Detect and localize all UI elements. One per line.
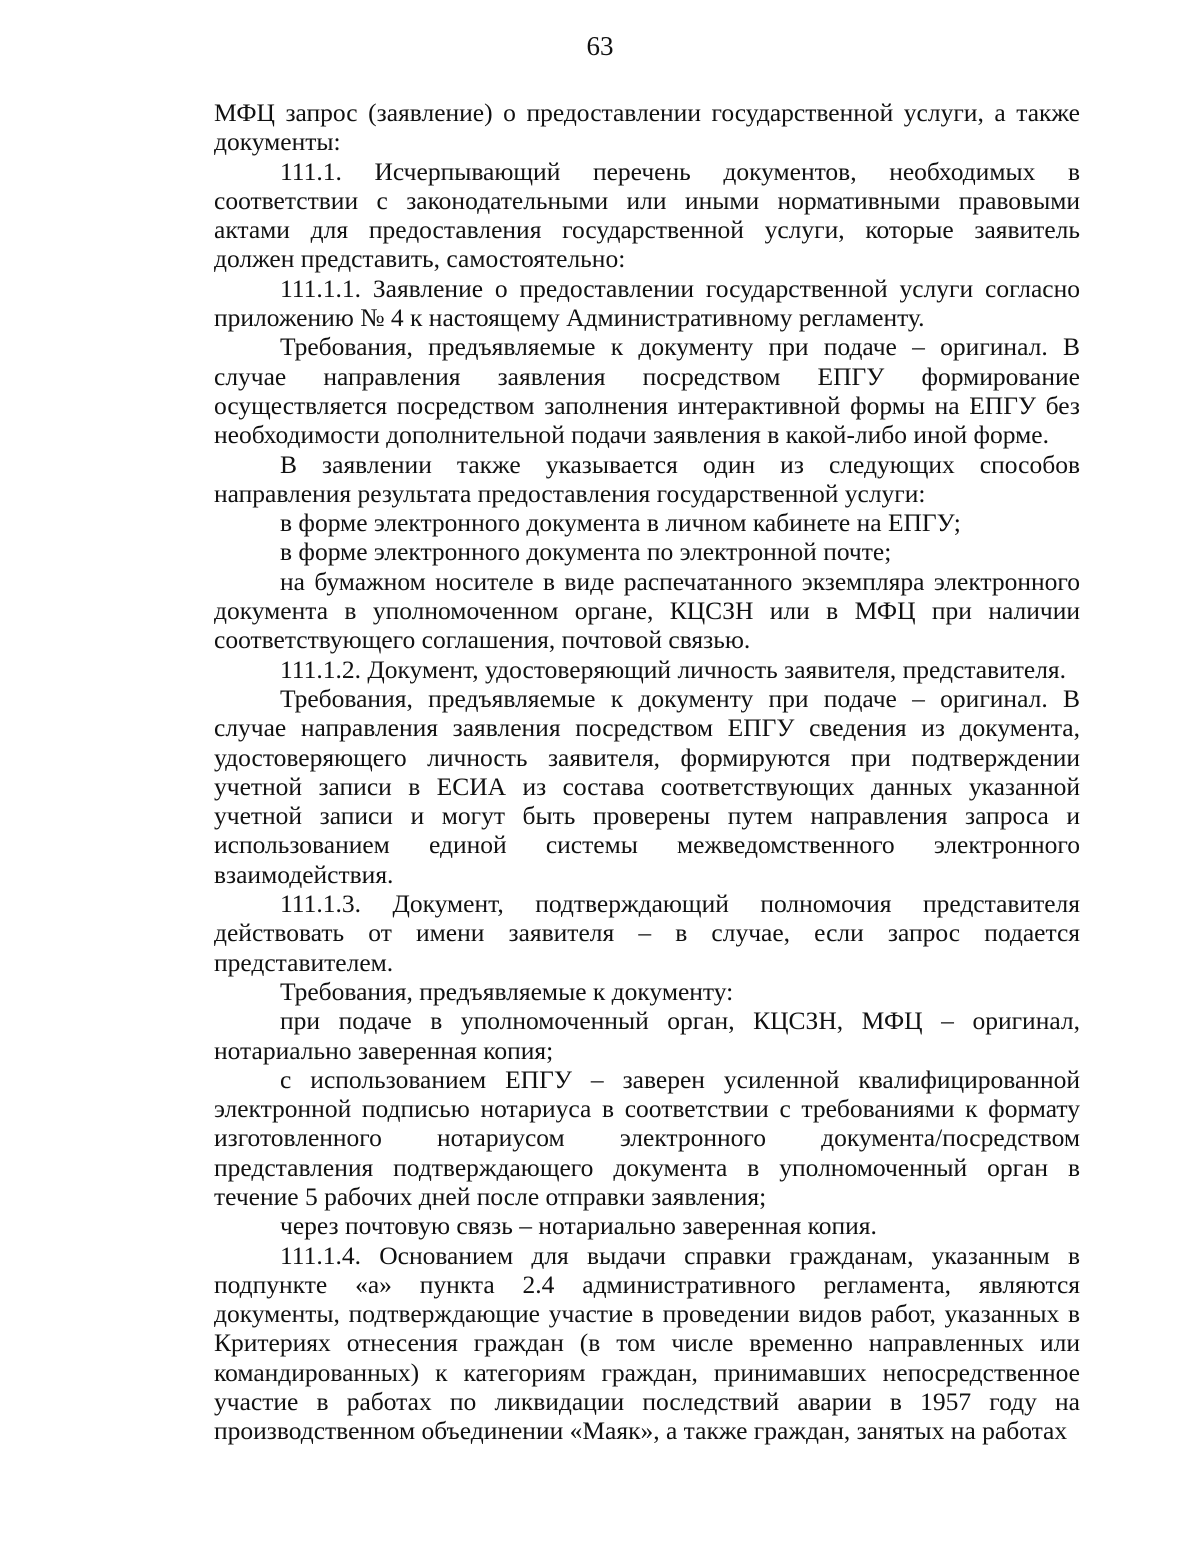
paragraph-requirements-application: Требования, предъявляемые к документу при подаче – оригинал. В случае направления заявления посредством ЕПГУ формирование осуществляется посредством заполнения интерактивной формы на ЕПГУ без необходимости дополнительной подачи заявления в какой-либо иной форме. xyxy=(214,332,1080,450)
list-item-epgu-signature: с использованием ЕПГУ – заверен усиленной квалифицированной электронной подписью нотариуса в соответствии с требованиями к формату изготовленного нотариусом электронного документа/посредством представления подтверждающего документа в уполномоченный орган в течение 5 рабочих дней после отправки заявления; xyxy=(214,1064,1080,1211)
list-item-email: в форме электронного документа по электронной почте; xyxy=(280,537,892,567)
list-item-epgu-cabinet: в форме электронного документа в личном кабинете на ЕПГУ; xyxy=(280,508,961,538)
paragraph-requirements-identity: Требования, предъявляемые к документу при подаче – оригинал. В случае направления заявления посредством ЕПГУ сведения из документа, удостоверяющего личность заявителя, формируются при подтверждении учетной записи в ЕСИА из состава соответствующих данных указанной учетной записи и могут быть проверены путем направления запроса и использованием единой системы межведомственного электронного взаимодействия. xyxy=(214,683,1080,889)
paragraph-requirements-heading: Требования, предъявляемые к документу: xyxy=(280,976,734,1006)
list-item-in-person: при подаче в уполномоченный орган, КЦСЗН, МФЦ – оригинал, нотариально заверенная копия; xyxy=(214,1006,1080,1065)
paragraph-111-1-3: 111.1.3. Документ, подтверждающий полномочия представителя действовать от имени заявителя – в случае, если запрос подается представителем. xyxy=(214,889,1080,977)
page-number: 63 xyxy=(586,31,614,61)
paragraph-111-1-4: 111.1.4. Основанием для выдачи справки гражданам, указанным в подпункте «а» пункта 2.4 административного регламента, являются документы, подтверждающие участие в проведении видов работ, указанных в Критериях отнесения граждан (в том числе временно направленных или командированных) к категориям граждан, принимавших непосредственное участие в работах по ликвидации последствий аварии в 1957 году на производственном объединении «Маяк», а также граждан, занятых на работах xyxy=(214,1240,1080,1446)
paragraph-continuation: МФЦ запрос (заявление) о предоставлении государственной услуги, а также документы: xyxy=(214,98,1080,157)
paragraph-result-methods: В заявлении также указывается один из следующих способов направления результата предоставления государственной услуги: xyxy=(214,449,1080,508)
paragraph-111-1: 111.1. Исчерпывающий перечень документов, необходимых в соответствии с законодательными или иными нормативными правовыми актами для предоставления государственной услуги, которые заявитель должен представить, самостоятельно: xyxy=(214,156,1080,274)
list-item-paper: на бумажном носителе в виде распечатанного экземпляра электронного документа в уполномоченном органе, КЦСЗН или в МФЦ при наличии соответствующего соглашения, почтовой связью. xyxy=(214,566,1080,655)
paragraph-111-1-2: 111.1.2. Документ, удостоверяющий личность заявителя, представителя. xyxy=(280,654,1067,684)
list-item-post: через почтовую связь – нотариально заверенная копия. xyxy=(280,1211,877,1241)
document-body xyxy=(214,98,1080,1446)
paragraph-111-1-1: 111.1.1. Заявление о предоставлении государственной услуги согласно приложению № 4 к настоящему Административному регламенту. xyxy=(214,273,1080,333)
